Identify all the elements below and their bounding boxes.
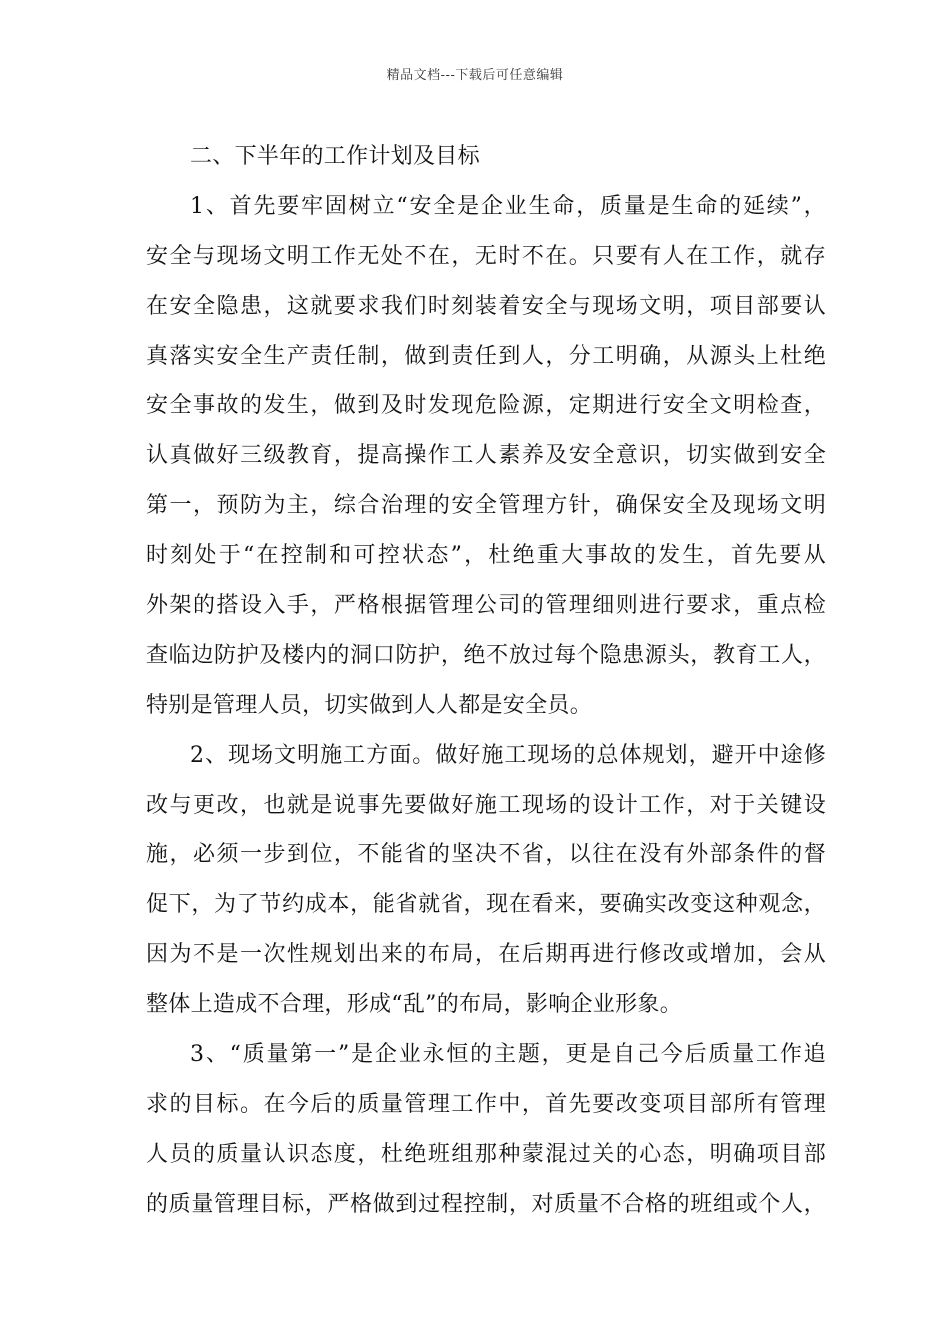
- page-header: 精品文档---下载后可任意编辑: [386, 68, 564, 83]
- paragraph-line: 真落实安全生产责任制，做到责任到人，分工明确，从源头上杜绝: [146, 343, 826, 369]
- paragraph-line: 1、首先要牢固树立“安全是企业生命，质量是生命的延续”，: [190, 193, 826, 219]
- paragraph-line: 因为不是一次性规划出来的布局，在后期再进行修改或增加，会从: [146, 942, 826, 968]
- paragraph-line: 安全与现场文明工作无处不在，无时不在。只要有人在工作，就存: [146, 243, 826, 269]
- section-heading: 二、下半年的工作计划及目标: [190, 144, 480, 169]
- paragraph-line: 求的目标。在今后的质量管理工作中，首先要改变项目部所有管理: [146, 1091, 826, 1117]
- paragraph-line: 第一，预防为主，综合治理的安全管理方针，确保安全及现场文明: [146, 493, 826, 519]
- paragraph-line: 人员的质量认识态度，杜绝班组那种蒙混过关的心态，明确项目部: [146, 1141, 826, 1167]
- paragraph-line: 改与更改，也就是说事先要做好施工现场的设计工作，对于关键设: [146, 792, 826, 818]
- paragraph-line: 施，必须一步到位，不能省的坚决不省，以往在没有外部条件的督: [146, 842, 826, 868]
- paragraph-line: 促下，为了节约成本，能省就省，现在看来，要确实改变这种观念，: [146, 892, 826, 918]
- paragraph-line: 3、“质量第一”是企业永恒的主题，更是自己今后质量工作追: [190, 1042, 826, 1068]
- document-body: [146, 132, 826, 1230]
- paragraph-line: 查临边防护及楼内的洞口防护，绝不放过每个隐患源头，教育工人，: [146, 642, 826, 668]
- paragraph-line: 安全事故的发生，做到及时发现危险源，定期进行安全文明检查，: [146, 393, 826, 419]
- paragraph-line: 2、现场文明施工方面。做好施工现场的总体规划，避开中途修: [190, 742, 826, 768]
- paragraph-line: 时刻处于“在控制和可控状态”，杜绝重大事故的发生，首先要从: [146, 543, 826, 569]
- paragraph-line: 的质量管理目标，严格做到过程控制，对质量不合格的班组或个人，: [146, 1191, 826, 1217]
- paragraph-line: 认真做好三级教育，提高操作工人素养及安全意识，切实做到安全: [146, 443, 826, 469]
- paragraph-line: 在安全隐患，这就要求我们时刻装着安全与现场文明，项目部要认: [146, 293, 826, 319]
- paragraph-line: 整体上造成不合理，形成“乱”的布局，影响企业形象。: [146, 992, 682, 1018]
- paragraph-line: 特别是管理人员，切实做到人人都是安全员。: [146, 692, 593, 718]
- paragraph-line: 外架的搭设入手，严格根据管理公司的管理细则进行要求，重点检: [146, 593, 826, 619]
